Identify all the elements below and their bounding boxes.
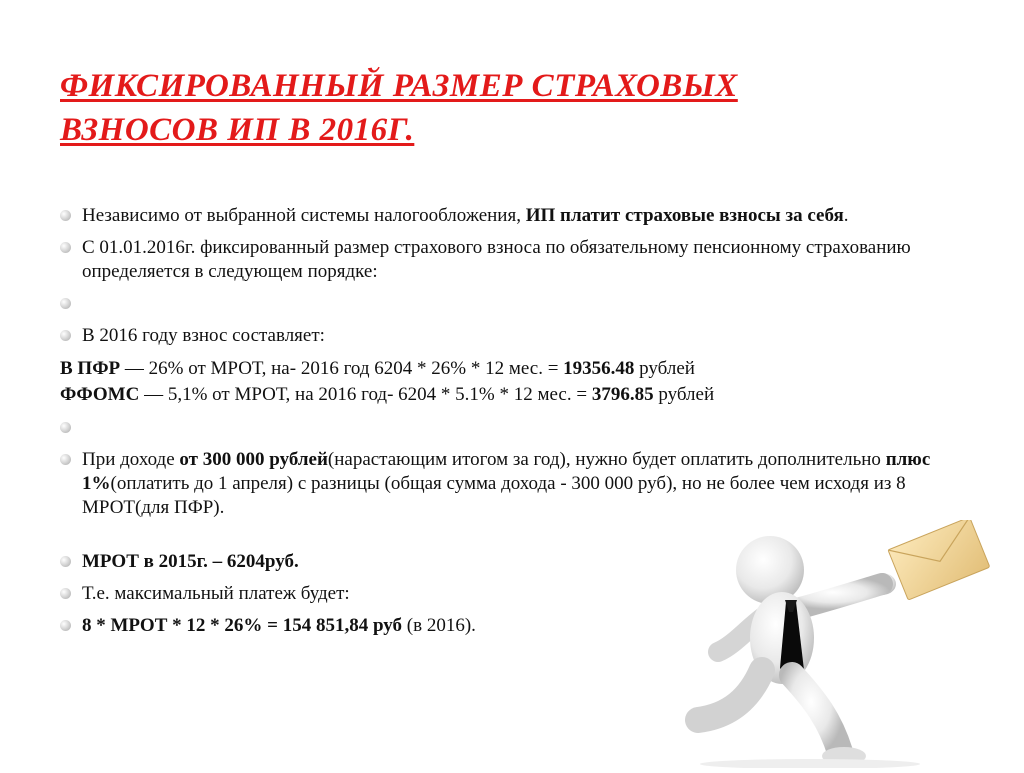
bullet-icon — [60, 210, 71, 221]
bullet-item-empty — [60, 416, 960, 440]
bullet-item — [60, 204, 960, 228]
text: При доходе — [82, 449, 180, 470]
emphasis: плюс 1% — [82, 449, 931, 494]
bullet-icon — [60, 620, 71, 631]
bullet-icon — [60, 588, 71, 599]
bullet-item — [60, 236, 960, 284]
text: Т.е. максимальный платеж будет: — [82, 583, 350, 604]
bullet-icon — [60, 422, 71, 433]
text: (в 2016). — [402, 615, 476, 636]
text: (оплатить до 1 апреля) с разницы (общая сумма дохода - 300 000 руб), но не более чем исходя из 8 МРОТ(для ПФР). — [82, 473, 906, 518]
ffoms-amount: 3796.85 — [591, 384, 654, 405]
bullet-item — [60, 448, 960, 520]
title-line-2: ВЗНОСОВ ИП В 2016Г. — [60, 112, 415, 148]
mrot-text: МРОТ в 2015г. – 6204руб. — [82, 551, 299, 572]
slide-title — [60, 64, 920, 152]
ffoms-label: ФФОМС — [60, 384, 140, 405]
bullet-icon — [60, 556, 71, 567]
running-man-with-envelope-icon — [600, 520, 1024, 768]
emphasis: от 300 000 рублей — [179, 449, 328, 470]
bullet-item — [60, 324, 960, 348]
text: — 26% от МРОТ, на- 2016 год 6204 * 26% * 12 мес. = — [120, 358, 564, 379]
bullet-icon — [60, 298, 71, 309]
emphasis: ИП платит страховые взносы за себя — [525, 205, 844, 226]
text: (нарастающим итогом за год), нужно будет оплатить дополнительно — [327, 449, 886, 470]
text: . — [843, 205, 849, 226]
pfr-line — [60, 356, 960, 408]
pfr-label: В ПФР — [60, 358, 121, 379]
max-payment: 8 * МРОТ * 12 * 26% = 154 851,84 руб — [82, 615, 403, 636]
text: С 01.01.2016г. фиксированный размер страхового взноса по обязательному пенсионному страхованию определяется в следующем порядке: — [82, 237, 911, 282]
text: В 2016 году взнос составляет: — [82, 325, 325, 346]
text: — 5,1% от МРОТ, на 2016 год- 6204 * 5.1% * 12 мес. = — [139, 384, 592, 405]
bullet-icon — [60, 242, 71, 253]
bullet-icon — [60, 330, 71, 341]
text: рублей — [634, 358, 695, 379]
title-line-1: ФИКСИРОВАННЫЙ РАЗМЕР СТРАХОВЫХ — [60, 68, 738, 104]
bullet-item-empty — [60, 292, 960, 316]
text: рублей — [653, 384, 715, 405]
bullet-icon — [60, 454, 71, 465]
text: Независимо от выбранной системы налогообложения, — [82, 205, 526, 226]
pfr-amount: 19356.48 — [563, 358, 635, 379]
